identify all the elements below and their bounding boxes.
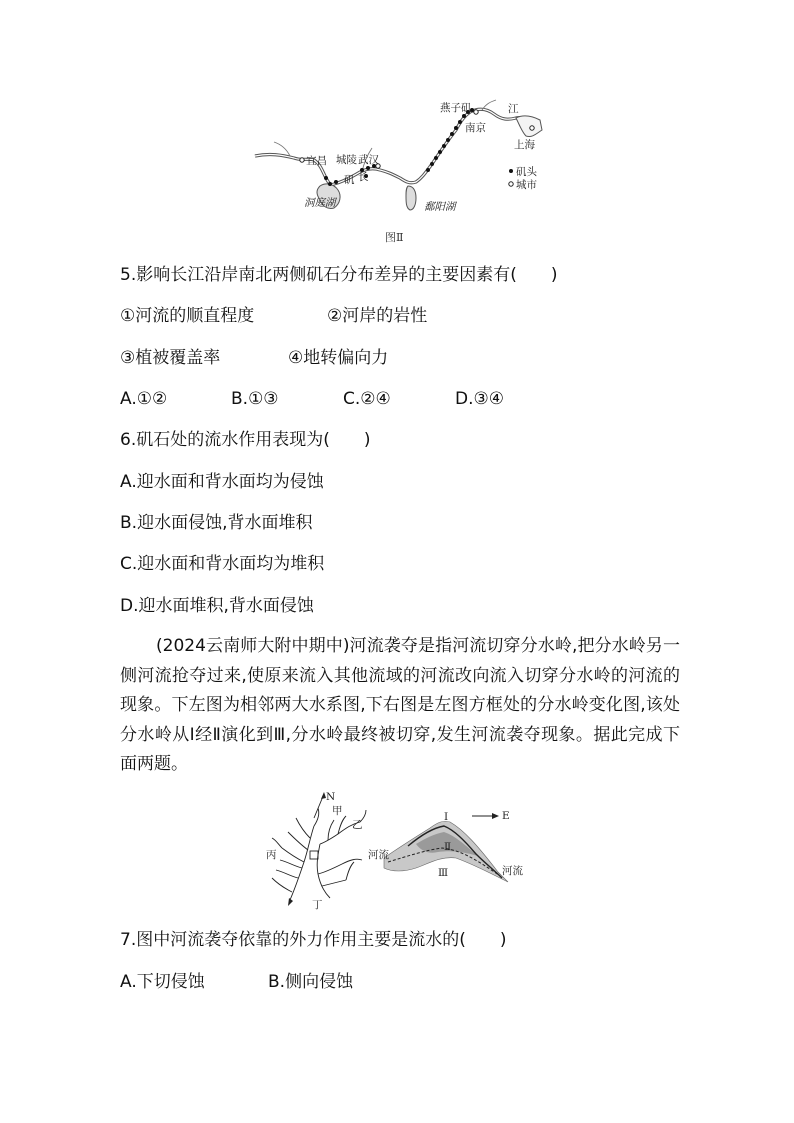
- q5-stem: 5.影响长江沿岸南北两侧矶石分布差异的主要因素有( ): [120, 265, 558, 285]
- south-arrow-icon: [288, 898, 293, 906]
- poyang-lake-shape: [406, 186, 416, 210]
- legend-jitou-dot: [509, 169, 513, 173]
- label-yi: 乙: [352, 819, 363, 831]
- label-dongtinghu: 洞庭湖: [304, 197, 336, 209]
- q5-items-row2: [120, 348, 388, 368]
- q5-option-a[interactable]: A.①②: [120, 389, 168, 409]
- label-north: N: [326, 791, 336, 803]
- label-yanziji: 燕子矶: [440, 102, 472, 114]
- q6-option-c[interactable]: C.迎水面和背水面均为堆积: [120, 554, 325, 574]
- city-marker-nanjing: [474, 110, 478, 114]
- q5-items-row1: [120, 306, 427, 326]
- divide-box: [310, 851, 318, 859]
- q6-stem: 6.矶石处的流水作用表现为( ): [120, 430, 371, 450]
- label-nanjing: 南京: [465, 122, 486, 134]
- q7-stem: 7.图中河流袭夺依靠的外力作用主要是流水的( ): [120, 930, 507, 950]
- divide-evolution-figure: [368, 806, 538, 888]
- q5-item-3: ③植被覆盖率: [120, 348, 221, 368]
- legend-jitou: 矶头: [516, 166, 537, 178]
- city-marker-shanghai: [530, 126, 534, 130]
- q5-option-b[interactable]: B.①③: [231, 389, 279, 409]
- label-jia: 甲: [332, 805, 343, 817]
- label-I: Ⅰ: [444, 811, 449, 823]
- q6-option-d[interactable]: D.迎水面堆积,背水面侵蚀: [120, 596, 314, 616]
- label-shanghai: 上海: [514, 139, 535, 151]
- q5-item-1: ①河流的顺直程度: [120, 306, 255, 326]
- east-arrow-icon: [492, 813, 499, 819]
- label-wuhan: 武汉: [358, 154, 379, 166]
- q5-option-c[interactable]: C.②④: [343, 389, 391, 409]
- label-east: E: [502, 810, 510, 822]
- label-poyanghu: 鄱阳湖: [424, 201, 456, 213]
- q7-options: [120, 972, 353, 992]
- left-river-system: [272, 808, 319, 900]
- label-yichang: 宜昌: [306, 155, 327, 167]
- label-river-left: 河流: [368, 849, 389, 861]
- q5-options: [120, 389, 504, 409]
- label-chengling: 城陵: [336, 154, 357, 166]
- yangtze-map-figure: [250, 98, 550, 220]
- river-system-figure: [262, 788, 370, 910]
- q7-option-b[interactable]: B.侧向侵蚀: [268, 972, 354, 992]
- q5-option-d[interactable]: D.③④: [455, 389, 504, 409]
- label-chang: 长: [358, 171, 369, 183]
- passage: [120, 632, 680, 780]
- legend-city: 城市: [516, 179, 537, 191]
- q5-item-2: ②河岸的岩性: [327, 306, 428, 326]
- q5-item-4: ④地转偏向力: [288, 348, 389, 368]
- label-river-right: 河流: [502, 865, 523, 877]
- label-bing: 丙: [266, 849, 277, 861]
- label-III: Ⅲ: [438, 867, 449, 879]
- label-ji: 矶: [344, 174, 355, 186]
- yangtze-river: [255, 109, 540, 184]
- q7-option-a[interactable]: A.下切侵蚀: [120, 972, 205, 992]
- label-II: Ⅱ: [444, 841, 452, 853]
- q6-option-b[interactable]: B.迎水面侵蚀,背水面堆积: [120, 513, 313, 533]
- passage-text: (2024云南师大附中期中)河流袭夺是指河流切穿分水岭,把分水岭另一侧河流抢夺过来,使原来流入其他流域的河流改向流入切穿分水岭的河流的现象。下左图为相邻两大水系图,下右图是左图方框处的分水岭变化图,该处分水岭从Ⅰ经Ⅱ演化到Ⅲ,分水岭最终被切穿,发生河流袭夺现象。据此完成下面两题。: [120, 636, 680, 774]
- city-marker-yichang: [300, 158, 304, 162]
- label-ding: 丁: [312, 899, 323, 910]
- q6-option-a[interactable]: A.迎水面和背水面均为侵蚀: [120, 472, 324, 492]
- label-jiang: 江: [508, 103, 519, 115]
- legend-city-marker: [509, 182, 513, 186]
- figure2-caption: 图Ⅱ: [385, 231, 404, 244]
- estuary-shape: [516, 116, 542, 137]
